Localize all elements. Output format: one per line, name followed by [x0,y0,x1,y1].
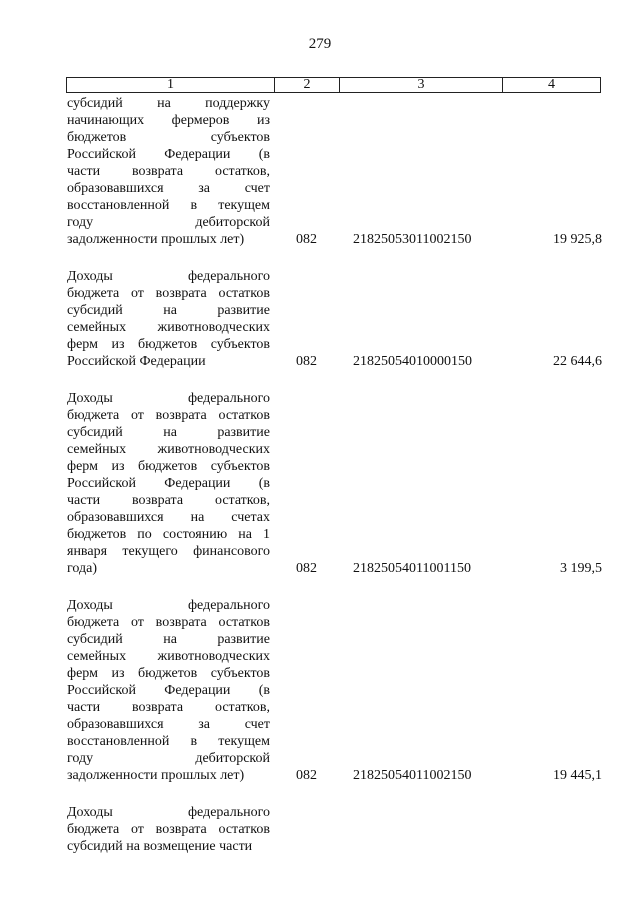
description-line: субсидий на развитие [67,303,270,318]
description-line: части возврата остатков, [67,493,270,508]
description-line: Российской Федерации (в [67,147,270,162]
header-col-1: 1 [67,78,275,93]
row-description [67,95,270,248]
description-line: субсидий на поддержку [67,96,270,111]
description-line: Доходы федерального [67,269,270,284]
description-line: семейных животноводческих [67,649,270,664]
description-line: ферм из бюджетов субъектов [67,459,270,474]
header-col-2: 2 [275,78,340,93]
row-admin-code: 082 [296,768,317,783]
description-line: части возврата остатков, [67,700,270,715]
header-row [67,78,601,93]
row-admin-code: 082 [296,232,317,247]
description-line: образовавшихся за счет [67,717,270,732]
header-col-4: 4 [503,78,601,93]
description-line: бюджета от возврата остатков [67,408,270,423]
table-row [0,390,640,577]
description-line: семейных животноводческих [67,442,270,457]
description-line: Доходы федерального [67,805,270,820]
row-budget-code: 21825054011001150 [353,561,471,576]
header-col-3: 3 [340,78,503,93]
description-line: восстановленной в текущем [67,198,270,213]
description-line: субсидий на возмещение части [67,839,253,854]
description-line: бюджета от возврата остатков [67,822,270,837]
description-line: Доходы федерального [67,391,270,406]
description-line: субсидий на развитие [67,425,270,440]
description-line: части возврата остатков, [67,164,270,179]
description-line: образовавшихся за счет [67,181,270,196]
description-line: задолженности прошлых лет) [67,232,245,247]
description-line: ферм из бюджетов субъектов [67,666,270,681]
description-line: января текущего финансового [67,544,270,559]
row-budget-code: 21825054011002150 [353,768,472,783]
description-line: Российской Федерации (в [67,476,270,491]
row-budget-code: 21825053011002150 [353,232,472,247]
table-row [0,597,640,784]
table-body [0,95,640,855]
row-admin-code: 082 [296,354,317,369]
row-amount: 22 644,6 [553,354,602,369]
page-number: 279 [308,36,332,52]
description-line: задолженности прошлых лет) [67,768,245,783]
description-line: бюджетов по состоянию на 1 [67,527,270,542]
description-line: бюджетов субъектов [67,130,270,145]
description-line: бюджета от возврата остатков [67,286,270,301]
description-line: году дебиторской [67,751,270,766]
row-description [67,268,270,370]
description-line: образовавшихся на счетах [67,510,270,525]
table-row [0,804,640,855]
row-amount: 3 199,5 [560,561,602,576]
description-line: Доходы федерального [67,598,270,613]
description-line: субсидий на развитие [67,632,270,647]
table-row [0,268,640,370]
description-line: ферм из бюджетов субъектов [67,337,270,352]
row-description [67,390,270,577]
description-line: года) [67,561,97,576]
description-line: начинающих фермеров из [67,113,270,128]
description-line: Российской Федерации [67,354,206,369]
description-line: семейных животноводческих [67,320,270,335]
row-amount: 19 925,8 [553,232,602,247]
row-amount: 19 445,1 [553,768,602,783]
row-budget-code: 21825054010000150 [353,354,472,369]
table-row [0,95,640,248]
table-header [66,77,601,93]
description-line: году дебиторской [67,215,270,230]
description-line: восстановленной в текущем [67,734,270,749]
row-description [67,597,270,784]
row-description [67,804,270,855]
description-line: Российской Федерации (в [67,683,270,698]
description-line: бюджета от возврата остатков [67,615,270,630]
row-admin-code: 082 [296,561,317,576]
